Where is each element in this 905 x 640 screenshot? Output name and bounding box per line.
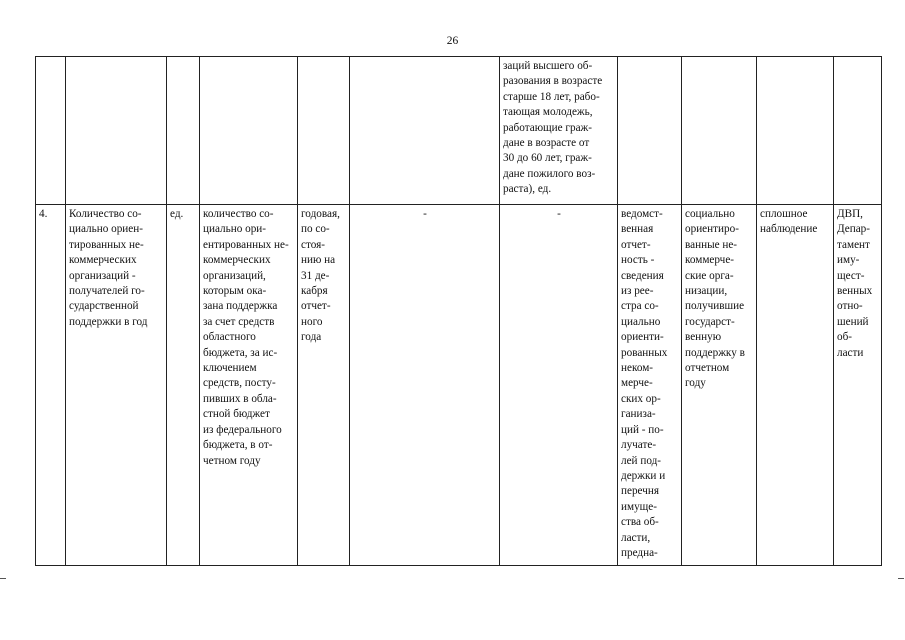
row-number: 4. [36,205,66,566]
formula: - [350,205,500,566]
indicators-table [35,56,882,566]
table-row [36,57,882,205]
periodicity: годовая, по со- стоя- нию на 31 де- кабря отчет- ного года [298,205,350,566]
responsible-body: ДВП, Депар- тамент иму- щест- венных отно- шений об- ласти [834,205,882,566]
right-edge-mark [898,578,904,579]
indicator-name: Количество со- циально ориен- тированных не- коммерческих организаций - получателей го- сударственной поддержки в год [66,205,167,566]
table-cell [167,57,200,205]
page-number: 26 [446,35,459,47]
table-cell [66,57,167,205]
table-cell [834,57,882,205]
table-row [36,205,882,566]
table-cell [298,57,350,205]
left-edge-mark [0,578,6,579]
collection-method: сплошное наблюдение [757,205,834,566]
unit: ед. [167,205,200,566]
table-cell [618,57,682,205]
table-cell [36,57,66,205]
table-cell [757,57,834,205]
base-indicators: - [500,205,618,566]
observation-population: социально ориентиро- ванные не- коммерче- ские орга- низации, получившие государст- венную поддержку в отчетном году [682,205,757,566]
table-cell [200,57,298,205]
table-cell [350,57,500,205]
indicator-definition: количество со- циально ори- ентированных не- коммерческих организаций, которым ока- зана поддержка за счет средств областного бюджета, за ис- ключением средств, посту- пивших в обла- стной бюджет из федерального бюджета, в от- четном году [200,205,298,566]
data-source: ведомст- венная отчет- ность - сведения из рее- стра со- циально ориенти- рованных неком- мерче- ских ор- ганиза- ций - по- лучате- лей под- держки и перечня имуще- ства об- ласти, предна- [618,205,682,566]
base-indicators-continuation: заций высшего об- разования в возрасте старше 18 лет, рабо- тающая молодежь, работающие граж- дане в возрасте от 30 до 60 лет, граж- дане пожилого воз- раста), ед. [500,57,618,205]
table-cell [682,57,757,205]
